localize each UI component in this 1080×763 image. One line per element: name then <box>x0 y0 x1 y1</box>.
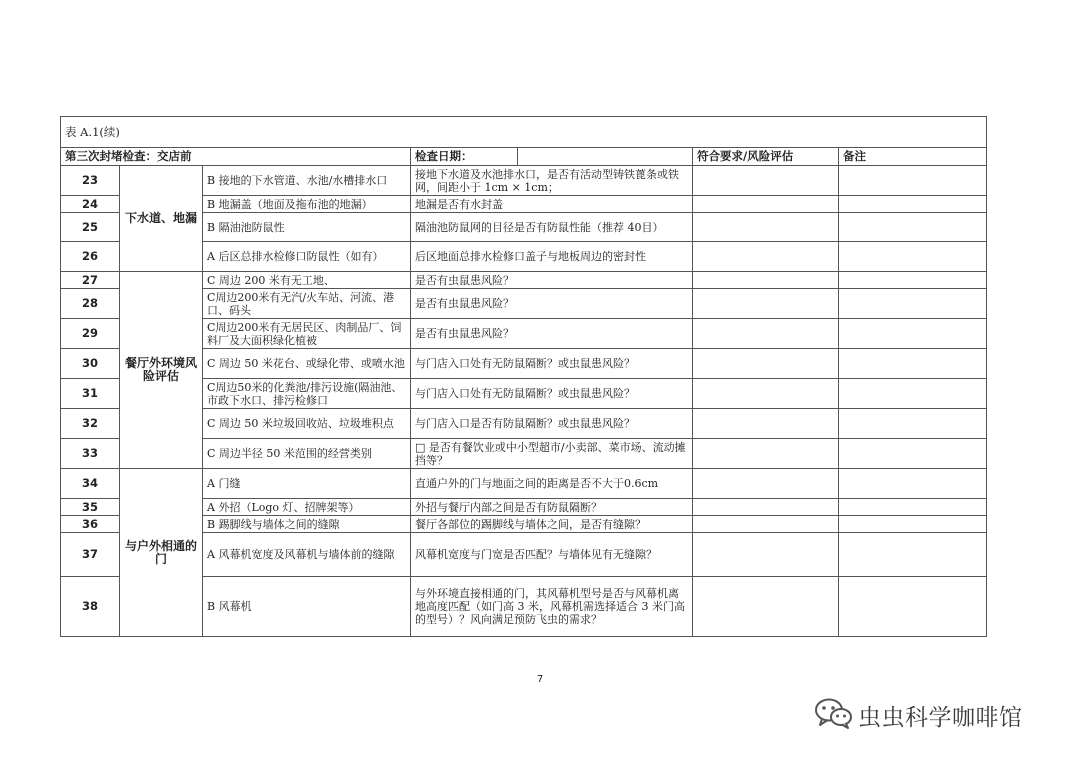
compliance-cell[interactable] <box>693 409 839 439</box>
table-row <box>61 166 987 196</box>
category-cell: 与户外相通的门 <box>120 469 203 637</box>
compliance-cell[interactable] <box>693 242 839 272</box>
row-number: 25 <box>61 213 120 242</box>
remarks-cell[interactable] <box>839 409 987 439</box>
remarks-cell[interactable] <box>839 242 987 272</box>
check-criteria: 地漏是否有水封盖 <box>411 196 693 213</box>
remarks-cell[interactable] <box>839 349 987 379</box>
table-header-row <box>61 148 987 166</box>
row-number: 31 <box>61 379 120 409</box>
check-criteria: 接地下水道及水池排水口，是否有活动型铸铁蓖条或铁网，间距小于 1cm × 1cm； <box>411 166 693 196</box>
inspection-item: C 周边 200 米有无工地、 <box>203 272 411 289</box>
remarks-cell[interactable] <box>839 196 987 213</box>
inspection-table <box>60 116 987 637</box>
inspection-item: B 地漏盖（地面及拖布池的地漏） <box>203 196 411 213</box>
check-criteria: 与门店入口是否有防鼠隔断？或虫鼠患风险？ <box>411 409 693 439</box>
remarks-cell[interactable] <box>839 272 987 289</box>
inspection-item: C 周边 50 米垃圾回收站、垃圾堆积点 <box>203 409 411 439</box>
inspection-item: C 周边半径 50 米范围的经营类别 <box>203 439 411 469</box>
compliance-cell[interactable] <box>693 577 839 637</box>
check-criteria: 与门店入口处有无防鼠隔断？或虫鼠患风险？ <box>411 379 693 409</box>
table-row <box>61 272 987 289</box>
compliance-cell[interactable] <box>693 533 839 577</box>
row-number: 24 <box>61 196 120 213</box>
check-criteria: 是否有虫鼠患风险？ <box>411 272 693 289</box>
compliance-cell[interactable] <box>693 499 839 516</box>
check-criteria: 后区地面总排水检修口盖子与地板周边的密封性 <box>411 242 693 272</box>
compliance-cell[interactable] <box>693 289 839 319</box>
row-number: 36 <box>61 516 120 533</box>
inspection-item: A 外招（Logo 灯、招牌架等） <box>203 499 411 516</box>
check-criteria: 隔油池防鼠网的目径是否有防鼠性能（推荐 40目） <box>411 213 693 242</box>
row-number: 30 <box>61 349 120 379</box>
table-caption: 表 A.1(续) <box>61 117 987 148</box>
inspection-item: B 接地的下水管道、水池/水槽排水口 <box>203 166 411 196</box>
remarks-cell[interactable] <box>839 577 987 637</box>
row-number: 23 <box>61 166 120 196</box>
remarks-cell[interactable] <box>839 439 987 469</box>
inspection-item: C周边200米有无居民区、肉制品厂、饲料厂及大面积绿化植被 <box>203 319 411 349</box>
compliance-cell[interactable] <box>693 272 839 289</box>
row-number: 38 <box>61 577 120 637</box>
compliance-cell[interactable] <box>693 469 839 499</box>
remarks-cell[interactable] <box>839 213 987 242</box>
inspection-item: C周边50米的化粪池/排污设施(隔油池、市政下水口、排污检修口 <box>203 379 411 409</box>
check-criteria: 外招与餐厅内部之间是否有防鼠隔断？ <box>411 499 693 516</box>
inspection-item: C周边200米有无汽/火车站、河流、港口、码头 <box>203 289 411 319</box>
remarks-cell[interactable] <box>839 469 987 499</box>
compliance-cell[interactable] <box>693 439 839 469</box>
compliance-cell[interactable] <box>693 166 839 196</box>
date-value[interactable] <box>518 148 693 166</box>
row-number: 27 <box>61 272 120 289</box>
check-criteria: 直通户外的门与地面之间的距离是否不大于0.6cm <box>411 469 693 499</box>
check-criteria: □ 是否有餐饮业或中小型超市/小卖部、菜市场、流动摊挡等？ <box>411 439 693 469</box>
row-number: 29 <box>61 319 120 349</box>
inspection-item: B 风幕机 <box>203 577 411 637</box>
remarks-cell[interactable] <box>839 319 987 349</box>
compliance-cell[interactable] <box>693 379 839 409</box>
check-criteria: 与门店入口处有无防鼠隔断？或虫鼠患风险？ <box>411 349 693 379</box>
check-criteria: 是否有虫鼠患风险？ <box>411 319 693 349</box>
date-label: 检查日期： <box>411 148 518 166</box>
compliance-cell[interactable] <box>693 196 839 213</box>
category-cell: 餐厅外环境风险评估 <box>120 272 203 469</box>
remarks-cell[interactable] <box>839 499 987 516</box>
check-criteria: 是否有虫鼠患风险？ <box>411 289 693 319</box>
inspection-item: B 踢脚线与墙体之间的缝隙 <box>203 516 411 533</box>
inspection-item: A 后区总排水检修口防鼠性（如有） <box>203 242 411 272</box>
remarks-cell[interactable] <box>839 166 987 196</box>
row-number: 32 <box>61 409 120 439</box>
row-number: 28 <box>61 289 120 319</box>
table-row <box>61 469 987 499</box>
watermark-text: 虫虫科学咖啡馆 <box>858 704 1023 731</box>
compliance-header: 符合要求/风险评估 <box>693 148 839 166</box>
row-number: 34 <box>61 469 120 499</box>
check-criteria: 风幕机宽度与门宽是否匹配？与墙体见有无缝隙？ <box>411 533 693 577</box>
row-number: 33 <box>61 439 120 469</box>
check-criteria: 餐厅各部位的踢脚线与墙体之间，是否有缝隙？ <box>411 516 693 533</box>
remarks-header: 备注 <box>839 148 987 166</box>
section-title: 第三次封堵检查：交店前 <box>61 148 411 166</box>
inspection-item: B 隔油池防鼠性 <box>203 213 411 242</box>
compliance-cell[interactable] <box>693 516 839 533</box>
check-criteria: 与外环境直接相通的门，其风幕机型号是否与风幕机离地高度匹配（如门高 3 米，风幕机需选择适合 3 米门高的型号）？风向满足预防飞虫的需求？ <box>411 577 693 637</box>
compliance-cell[interactable] <box>693 213 839 242</box>
inspection-item: A 门缝 <box>203 469 411 499</box>
remarks-cell[interactable] <box>839 289 987 319</box>
row-number: 37 <box>61 533 120 577</box>
remarks-cell[interactable] <box>839 516 987 533</box>
watermark <box>814 693 1023 737</box>
page-number: 7 <box>536 674 544 685</box>
category-cell: 下水道、地漏 <box>120 166 203 272</box>
inspection-item: C 周边 50 米花台、或绿化带、或喷水池 <box>203 349 411 379</box>
row-number: 35 <box>61 499 120 516</box>
compliance-cell[interactable] <box>693 349 839 379</box>
remarks-cell[interactable] <box>839 379 987 409</box>
compliance-cell[interactable] <box>693 319 839 349</box>
row-number: 26 <box>61 242 120 272</box>
inspection-item: A 风幕机宽度及风幕机与墙体前的缝隙 <box>203 533 411 577</box>
wechat-icon <box>814 696 854 734</box>
remarks-cell[interactable] <box>839 533 987 577</box>
